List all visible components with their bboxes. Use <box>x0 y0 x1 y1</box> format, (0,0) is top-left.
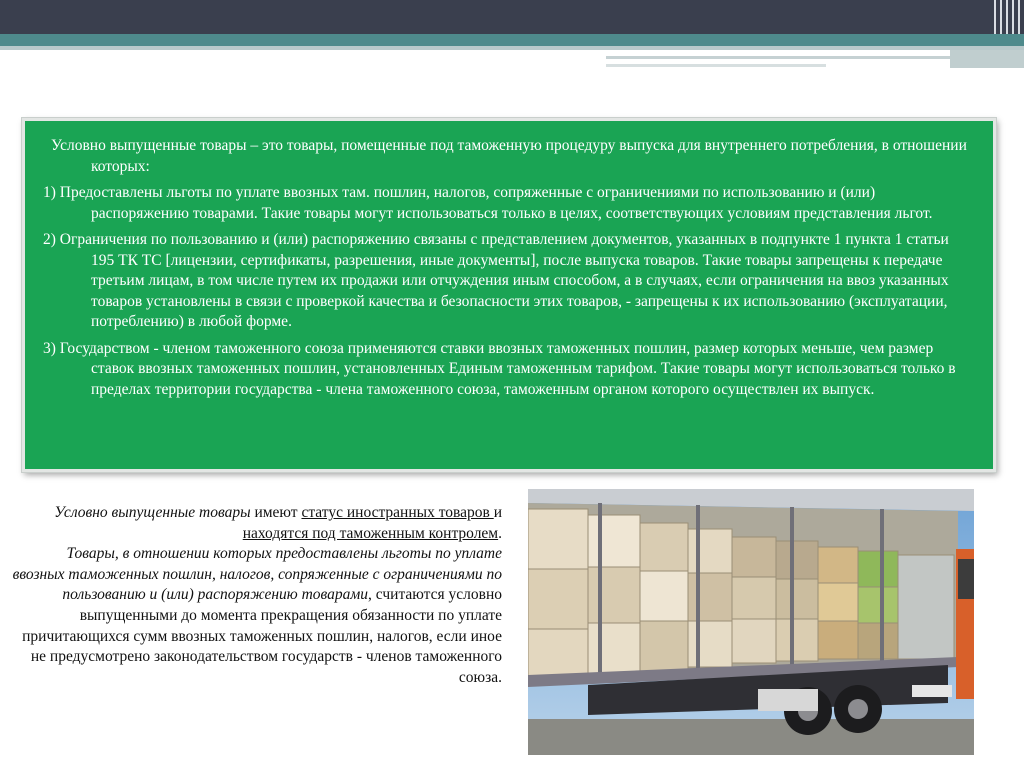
truck-photo <box>528 489 974 755</box>
short-stripe <box>606 56 950 59</box>
caption-text-2: , считаются условно выпущенными до момента прекращения обязанности по уплате причитающихся сумм ввозных таможенных пошлин, налогов, если иное не предусмотрено законодательством государств - членов таможенного союза. <box>22 586 502 686</box>
definition-box <box>22 118 996 472</box>
definition-intro: Условно выпущенные товары – это товары, помещенные под таможенную процедуру выпуска для внутреннего потребления, в отношении которых: <box>51 137 967 175</box>
caption-text <box>12 503 502 688</box>
caption-period: . <box>498 524 502 542</box>
right-stripe <box>950 50 1024 68</box>
definition-item-2: 2) Ограничения по пользованию и (или) распоряжению связаны с представлением документов, указанных в подпункте 1 пункта 1 статьи 195 ТК ТС [лицензии, сертификаты, разрешения, иные документы], после выпуска товаров. Такие товары запрещены к передаче третьим лицам, в том числе путем их продажи или отчуждения иным способом, а в случаях, если ограничения на ввоз указанных товаров установлены в связи с проверкой качества и безопасности этих товаров, - запрещены к их использованию (эксплуатации, потреблению) в любой форме. <box>43 231 949 330</box>
caption-status: статус иностранных товаров <box>301 504 494 521</box>
light-stripe <box>0 46 1024 50</box>
definition-item-1: 1) Предоставлены льготы по уплате ввозных там. пошлин, налогов, сопряженные с ограничениями по использованию и (или) распоряжению товарами. Такие товары могут использоваться только в целях, соответствующих условиям представления льгот. <box>43 184 933 222</box>
caption-text-1: имеют <box>250 504 302 521</box>
top-bar <box>0 0 1024 34</box>
caption-benefits: Товары, в отношении которых предоставлены льготы по уплате ввозных таможенных пошлин, налогов, сопряженные с ограничениями по пользованию и (или) распоряжению товарами <box>12 545 502 604</box>
definition-item-3: 3) Государством - членом таможенного союза применяются ставки ввозных таможенных пошлин, размер которых меньше, чем размер ставок ввозных таможенных пошлин, установленных Единым таможенным тарифом. Такие товары могут использоваться только в пределах территории государства - члена таможенного союза, таможенным органом которого осуществлен их выпуск. <box>43 339 956 398</box>
teal-stripe <box>0 34 1024 46</box>
decorative-lines <box>992 0 1024 34</box>
short-stripe-2 <box>606 64 826 67</box>
caption-control: находятся под таможенным контролем <box>242 524 499 542</box>
caption-term: Условно выпущенные товары <box>54 504 251 521</box>
caption-and: и <box>493 504 502 521</box>
